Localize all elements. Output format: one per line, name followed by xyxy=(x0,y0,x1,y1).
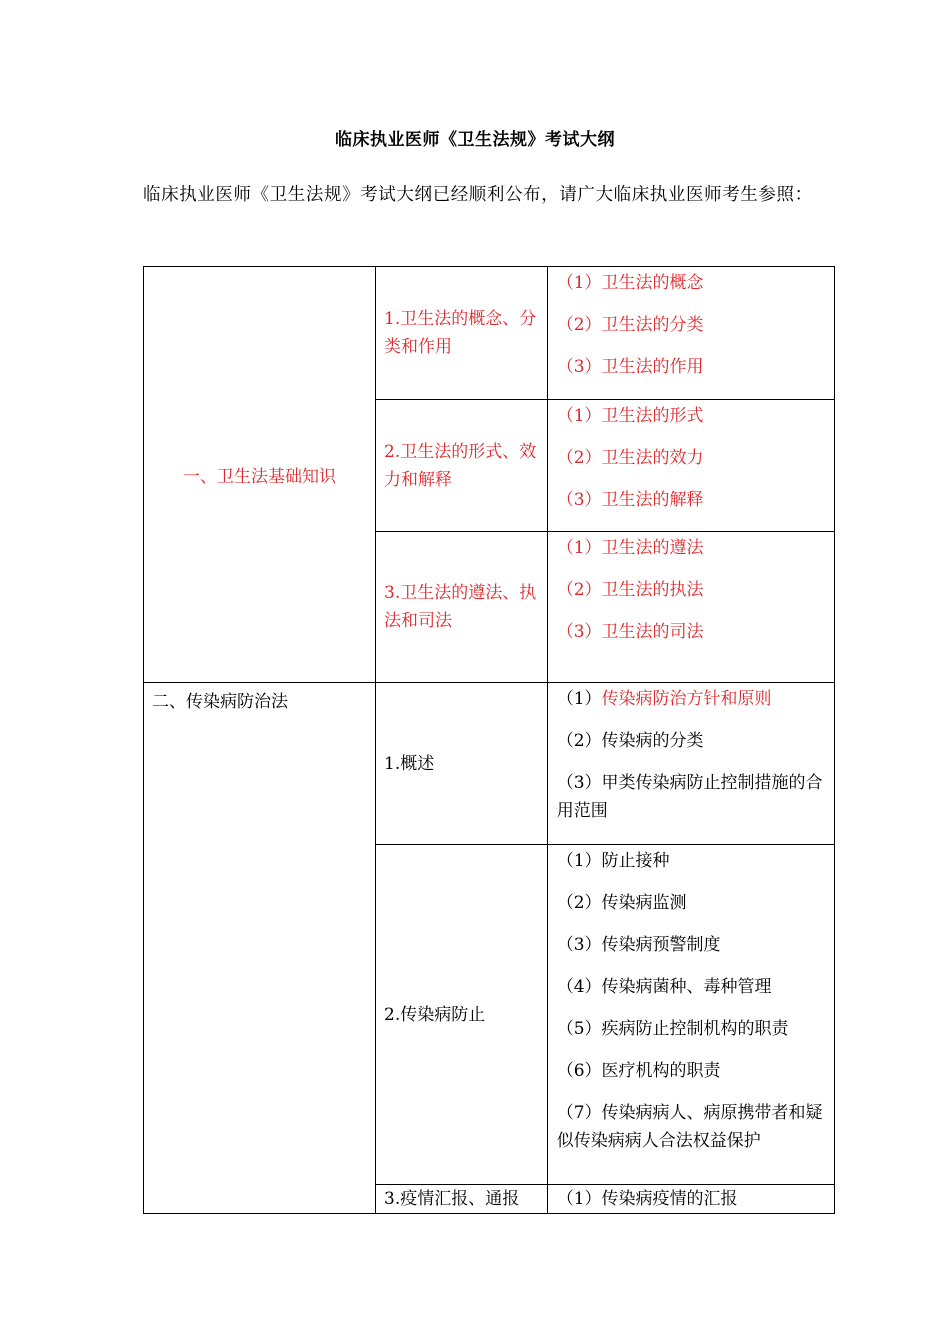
list-item: （3）卫生法的司法 xyxy=(556,622,704,642)
table-row xyxy=(144,683,835,845)
list-item: （2）传染病监测 xyxy=(556,893,687,913)
list-item: （5）疾病防止控制机构的职责 xyxy=(556,1019,789,1039)
subsection-title: 3.卫生法的遵法、执法和司法 xyxy=(376,532,548,683)
intro-paragraph: 临床执业医师《卫生法规》考试大纲已经顺利公布，请广大临床执业医师考生参照： xyxy=(143,185,813,205)
list-item: （2）卫生法的效力 xyxy=(556,448,704,468)
list-item: （2）传染病的分类 xyxy=(556,731,704,751)
item-list xyxy=(547,683,834,845)
subsection-title: 2.卫生法的形式、效力和解释 xyxy=(376,400,548,532)
item-number: （1） xyxy=(556,689,602,709)
list-item: （4）传染病菌种、毒种管理 xyxy=(556,977,772,997)
list-item: （1）卫生法的概念 xyxy=(556,273,704,293)
subsection-title: 1.概述 xyxy=(376,683,548,845)
list-item: （3）传染病预警制度 xyxy=(556,935,721,955)
list-item: （3）卫生法的解释 xyxy=(556,490,704,510)
list-item: （1）卫生法的形式 xyxy=(556,406,704,426)
subsection-title: 3.疫情汇报、通报 xyxy=(376,1185,548,1214)
section-title: 二、传染病防治法 xyxy=(144,683,376,1214)
list-item: （6）医疗机构的职责 xyxy=(556,1061,721,1081)
subsection-title: 2.传染病防止 xyxy=(376,845,548,1185)
syllabus-table xyxy=(143,266,835,1214)
list-item: （3）甲类传染病防止控制措施的合用范围 xyxy=(556,773,823,821)
item-list xyxy=(547,267,834,400)
subsection-title: 1.卫生法的概念、分类和作用 xyxy=(376,267,548,400)
list-item: （3）卫生法的作用 xyxy=(556,357,704,377)
table-row xyxy=(144,267,835,400)
item-text: 传染病防治方针和原则 xyxy=(601,689,772,709)
section-title: 一、卫生法基础知识 xyxy=(144,267,376,683)
item-list xyxy=(547,845,834,1185)
item-list xyxy=(547,1185,834,1214)
list-item: （2）卫生法的执法 xyxy=(556,580,704,600)
list-item: （2）卫生法的分类 xyxy=(556,315,704,335)
list-item: （1）传染病疫情的汇报 xyxy=(556,1189,738,1209)
list-item: （7）传染病病人、病原携带者和疑似传染病病人合法权益保护 xyxy=(556,1103,823,1151)
document-title: 临床执业医师《卫生法规》考试大纲 xyxy=(335,130,615,150)
list-item: （1）卫生法的遵法 xyxy=(556,538,704,558)
list-item xyxy=(557,685,826,713)
list-item: （1）防止接种 xyxy=(556,851,670,871)
item-list xyxy=(547,532,834,683)
item-list xyxy=(547,400,834,532)
